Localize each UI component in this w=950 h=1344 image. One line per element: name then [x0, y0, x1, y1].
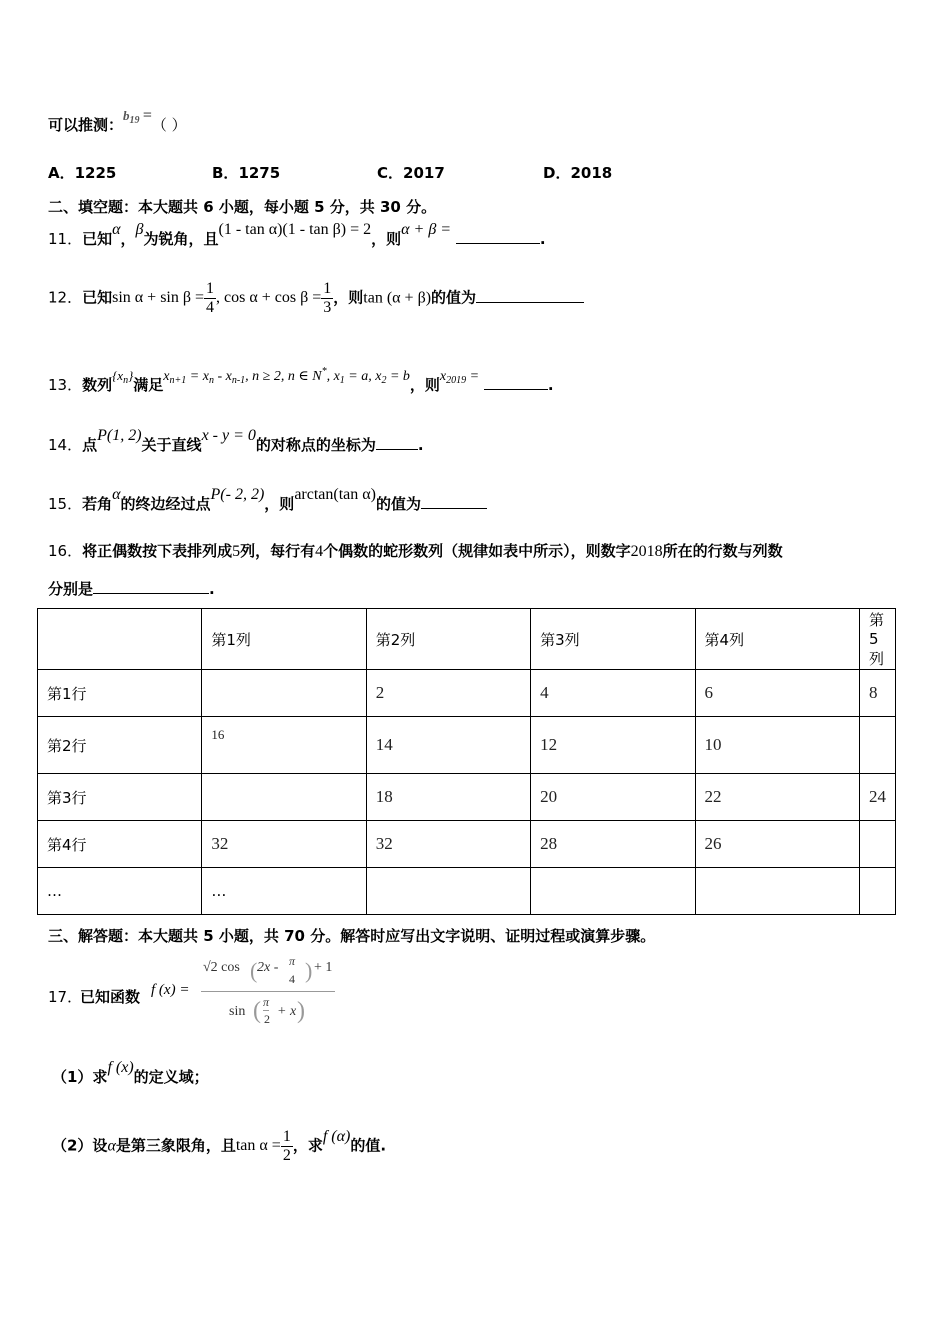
table-cell: [859, 868, 895, 915]
table-header-col3: 第3列: [531, 609, 695, 670]
table-row: [38, 774, 896, 821]
table-cell: 32: [366, 821, 530, 868]
q10-tail: [48, 107, 187, 136]
option-a: A．1225: [48, 164, 117, 182]
q14-answer-blank[interactable]: [376, 435, 418, 450]
table-header-col4: 第4列: [695, 609, 859, 670]
table-row: [38, 868, 896, 915]
table-cell: [859, 821, 895, 868]
question-12: 12．已知sin α + sin β = $\frac{1}{4}$ , cos α + cos β = $\frac{1}{3}$ ，则tan (α + β)的值为: [48, 280, 584, 316]
table-row: [38, 821, 896, 868]
table-cell: 4: [531, 670, 695, 717]
table-cell: …: [202, 868, 366, 915]
table-cell: 24: [859, 774, 895, 821]
table-cell: [38, 609, 202, 670]
table-cell: [859, 717, 895, 774]
q16-answer-blank[interactable]: [93, 579, 209, 594]
table-cell: 2: [366, 670, 530, 717]
q17-part2: （2）设α是第三象限角，且tan α = $\frac{1}{2}$ ，求f (α)的值.: [52, 1127, 387, 1164]
row-label: 第2行: [38, 717, 202, 774]
table-cell: [366, 868, 530, 915]
table-header-row: [38, 609, 896, 670]
question-16-line2: 分别是 .: [48, 580, 215, 598]
table-cell: 6: [695, 670, 859, 717]
option-d: D．2018: [543, 164, 613, 182]
option-c: C．2017: [377, 164, 445, 182]
q11-answer-blank[interactable]: [456, 229, 540, 244]
table-cell: 18: [366, 774, 530, 821]
table-row: [38, 670, 896, 717]
table-cell: 10: [695, 717, 859, 774]
q13-answer-blank[interactable]: [484, 375, 548, 390]
q10-expr: $b_{19}$ =: [123, 107, 152, 126]
table-row: [38, 717, 896, 774]
row-label: 第1行: [38, 670, 202, 717]
row-label: …: [38, 868, 202, 915]
table-header-col5: 第5列: [859, 609, 895, 670]
table-header-col1: 第1列: [202, 609, 366, 670]
question-16: 16．将正偶数按下表排列成5列，每行有4个偶数的蛇形数列（规律如表中所示），则数字2018所在的行数与列数: [48, 542, 783, 560]
table-cell: 16: [202, 717, 366, 774]
q17-part1: （1）求f (x)的定义域；: [52, 1059, 209, 1086]
section3-heading: 三、解答题：本大题共 5 小题，共 70 分。解答时应写出文字说明、证明过程或演算步骤。: [48, 927, 656, 945]
table-cell: 14: [366, 717, 530, 774]
q10-paren: （ ）: [151, 116, 187, 134]
q10-text: 可以推测：: [48, 116, 124, 134]
table-cell: [202, 670, 366, 717]
q15-answer-blank[interactable]: [421, 494, 487, 509]
question-11: 11．已知α，β为锐角，且(1 - tan α)(1 - tan β) = 2，则α + β = .: [48, 221, 546, 248]
table-cell: [695, 868, 859, 915]
row-label: 第3行: [38, 774, 202, 821]
table-cell: 22: [695, 774, 859, 821]
option-b: B．1275: [212, 164, 281, 182]
question-13: 13．数列$\{x_n\}$满足$x_{n+1} = x_n - x_{n-1}$, n ≥ 2, n ∈ N*, $x_1 = a$, $x_2 = b$，则$x_{2019}$ = .: [48, 366, 554, 394]
table-header-col2: 第2列: [366, 609, 530, 670]
table-cell: [531, 868, 695, 915]
q17-fraction: √2 cos ( 2x - π 4 ) + 1 sin ( π 2 + x ): [201, 958, 335, 1032]
question-14: 14．点P(1, 2)关于直线x - y = 0的对称点的坐标为 .: [48, 427, 424, 454]
even-number-table: [37, 608, 896, 915]
table-cell: 32: [202, 821, 366, 868]
table-cell: 12: [531, 717, 695, 774]
table-cell: 26: [695, 821, 859, 868]
question-15: 15．若角α的终边经过点P(- 2, 2)，则arctan(tan α)的值为: [48, 493, 487, 514]
table-cell: 8: [859, 670, 895, 717]
row-label: 第4行: [38, 821, 202, 868]
table-cell: 20: [531, 774, 695, 821]
q12-answer-blank[interactable]: [476, 288, 584, 303]
table-cell: 28: [531, 821, 695, 868]
section2-heading: 二、填空题：本大题共 6 小题，每小题 5 分，共 30 分。: [48, 198, 437, 216]
table-cell: [202, 774, 366, 821]
